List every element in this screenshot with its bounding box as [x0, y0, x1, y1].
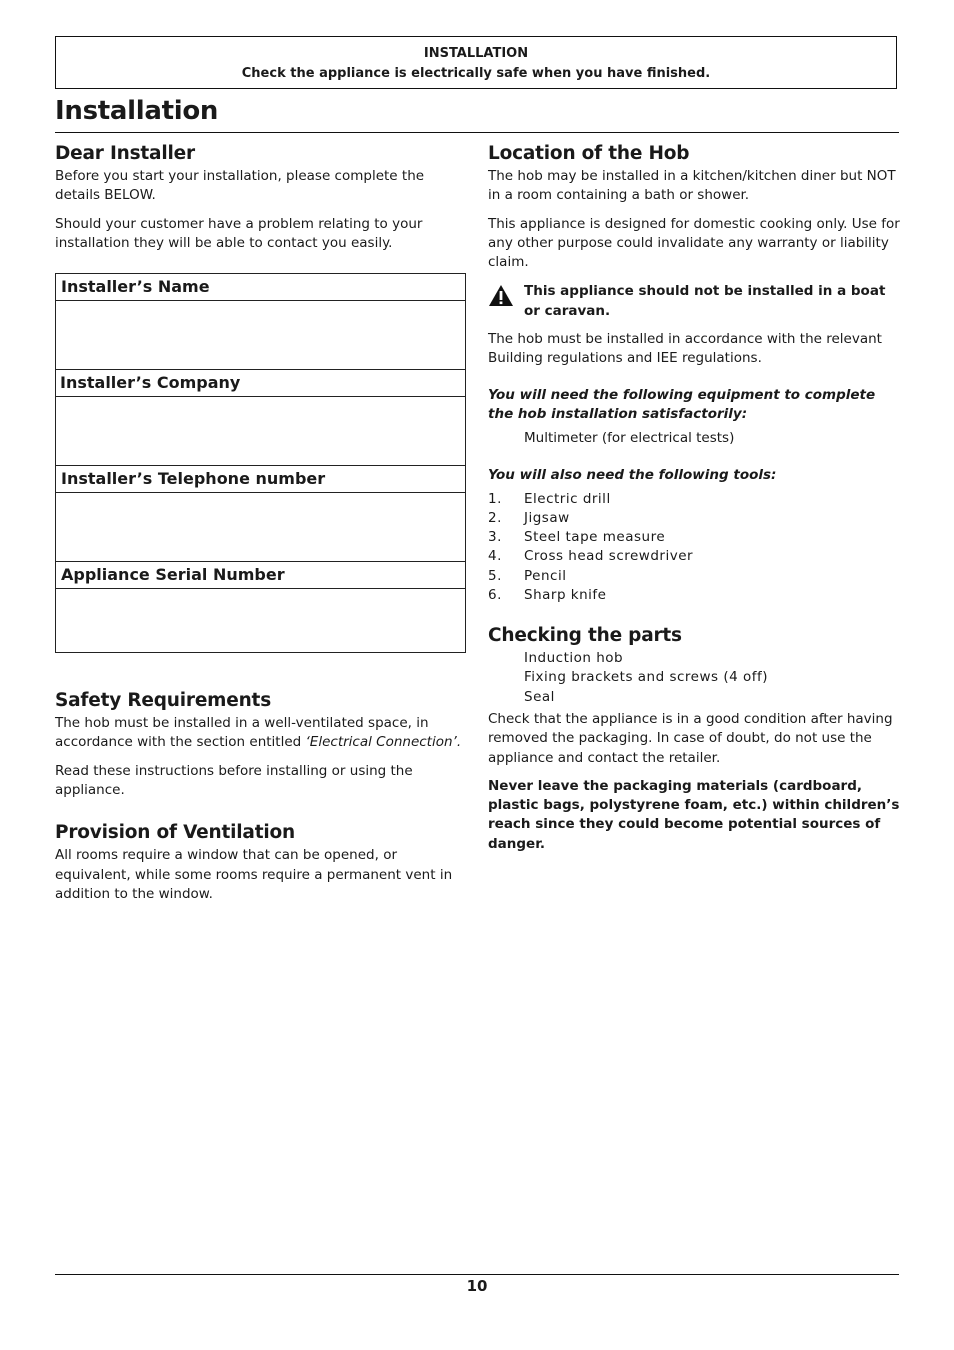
list-item-label: Jigsaw: [524, 510, 570, 527]
tools-heading: You will also need the following tools:: [488, 466, 777, 483]
appliance-serial-label: Appliance Serial Number: [56, 562, 465, 589]
list-item-label: Cross head screwdriver: [524, 548, 694, 565]
installer-company-field[interactable]: [56, 397, 465, 466]
tools-list: [488, 490, 900, 605]
list-item: [488, 586, 900, 605]
list-item: [488, 547, 900, 566]
installer-details-form: [55, 273, 466, 653]
list-item: [488, 528, 900, 547]
location-para-3: The hob must be installed in accordance with the relevant Building regulations and IEE regulations.: [488, 331, 882, 367]
footer-divider: [55, 1274, 899, 1275]
safety-para-1-text: The hob must be installed in a well-ventilated space, in accordance with the section entitled: [55, 715, 429, 751]
list-item-number: 4.: [488, 548, 502, 565]
location-para-1: The hob may be installed in a kitchen/kitchen diner but NOT in a room containing a bath or shower.: [488, 168, 896, 204]
installer-telephone-label: Installer’s Telephone number: [56, 466, 465, 493]
installer-telephone-field[interactable]: [56, 493, 465, 562]
installer-company-label: Installer’s Company: [56, 370, 465, 397]
warning-text: This appliance should not be installed in a boat or caravan.: [524, 283, 886, 319]
ventilation-heading: Provision of Ventilation: [55, 822, 295, 844]
equipment-item: Multimeter (for electrical tests): [524, 430, 735, 447]
safety-para-2: Read these instructions before installing or using the appliance.: [55, 762, 413, 799]
list-item-number: 3.: [488, 529, 502, 546]
notice-box: [55, 36, 897, 89]
list-item-label: Sharp knife: [524, 586, 607, 603]
page-title: Installation: [55, 92, 899, 133]
list-item-label: Pencil: [524, 567, 567, 584]
list-item: Fixing brackets and screws (4 off): [524, 669, 769, 686]
notice-title: INSTALLATION: [423, 46, 529, 61]
boat-caravan-warning: [488, 282, 900, 321]
dear-installer-para-1: Before you start your installation, please complete the details BELOW.: [55, 168, 425, 204]
equipment-heading: You will need the following equipment to complete the hob installation satisfactorily:: [488, 386, 876, 422]
right-column: [488, 141, 900, 854]
left-column: [55, 141, 467, 904]
list-item-label: Steel tape measure: [524, 529, 666, 546]
dear-installer-heading: Dear Installer: [55, 143, 195, 164]
electrical-connection-ref: ‘Electrical Connection’.: [305, 734, 462, 751]
safety-heading: Safety Requirements: [55, 690, 272, 712]
page-number: 10: [466, 1277, 488, 1295]
installer-name-field[interactable]: [56, 301, 465, 370]
list-item-number: 5.: [488, 567, 502, 584]
location-para-2: This appliance is designed for domestic cooking only. Use for any other purpose could invalidate any warranty or liability claim.: [488, 215, 900, 271]
installer-name-label: Installer’s Name: [56, 274, 465, 301]
parts-list: [488, 649, 900, 707]
parts-check-para: Check that the appliance is in a good condition after having removed the packaging. In case of doubt, do not use the appliance and contact the retailer.: [488, 710, 893, 766]
list-item: [488, 567, 900, 586]
ventilation-para: All rooms require a window that can be opened, or equivalent, while some rooms require a permanent vent in addition to the window.: [55, 847, 453, 902]
appliance-serial-field[interactable]: [56, 589, 465, 652]
list-item-number: 2.: [488, 510, 502, 527]
list-item-label: Electric drill: [524, 490, 611, 507]
list-item: [488, 490, 900, 509]
list-item: Induction hob: [524, 650, 624, 667]
packaging-warning: Never leave the packaging materials (cardboard, plastic bags, polystyrene foam, etc.) within children’s reach since they could become potential sources of danger.: [488, 777, 900, 852]
list-item-number: 6.: [488, 586, 502, 603]
warning-triangle-icon: [488, 282, 524, 321]
list-item: Seal: [524, 688, 555, 705]
dear-installer-para-2: Should your customer have a problem relating to your installation they will be able to contact you easily.: [55, 215, 423, 251]
notice-text: Check the appliance is electrically safe when you have finished.: [241, 66, 711, 81]
list-item-number: 1.: [488, 490, 502, 507]
location-heading: Location of the Hob: [488, 143, 690, 164]
list-item: [488, 509, 900, 528]
safety-para-1: [55, 714, 467, 753]
checking-parts-heading: Checking the parts: [488, 625, 682, 647]
